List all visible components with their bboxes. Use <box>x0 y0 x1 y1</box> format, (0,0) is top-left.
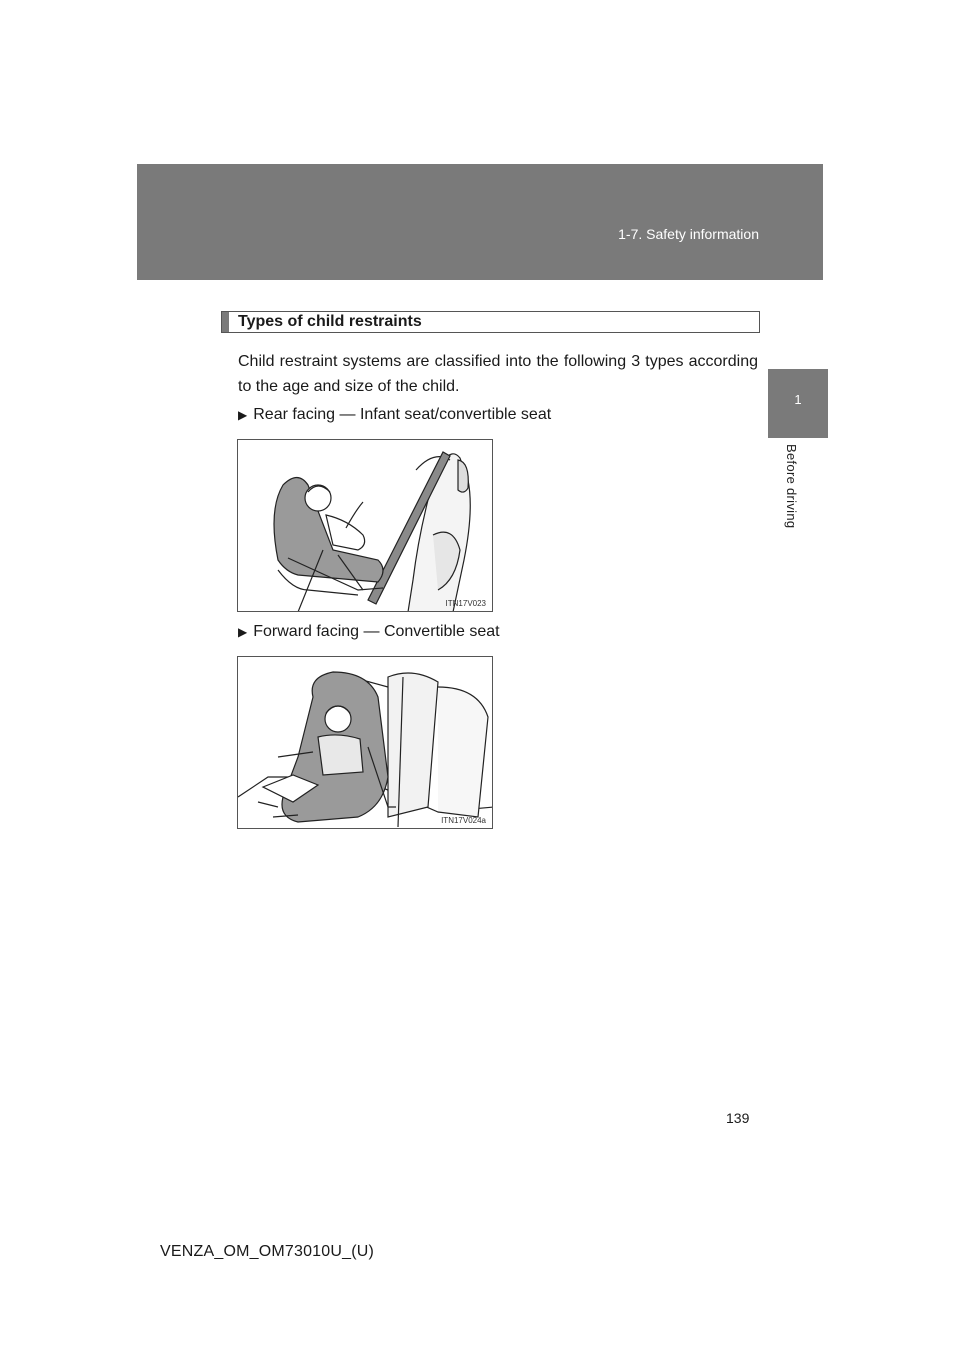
figure-rear-facing-seat <box>237 439 493 612</box>
section-heading-text: Types of child restraints <box>238 313 422 330</box>
document-code: VENZA_OM_OM73010U_(U) <box>160 1243 375 1260</box>
header-section-title: 1-7. Safety information <box>618 226 759 242</box>
rear-facing-illustration <box>238 440 493 612</box>
section-heading <box>221 311 760 333</box>
page-number: 139 <box>726 1110 750 1126</box>
bullet-label: Forward facing — Convertible seat <box>253 623 500 640</box>
chapter-number: 1 <box>794 392 802 407</box>
figure-forward-facing-seat <box>237 656 493 829</box>
intro-paragraph: Child restraint systems are classified into the following 3 types according to the age and size of the child. <box>238 353 758 395</box>
bullet-label: Rear facing — Infant seat/convertible seat <box>253 406 552 423</box>
bullet-item-rear-facing <box>238 406 551 424</box>
right-triangle-icon: ▶ <box>238 408 248 422</box>
chapter-label: Before driving <box>784 444 799 529</box>
chapter-tab <box>768 369 828 438</box>
right-triangle-icon: ▶ <box>238 625 248 639</box>
figure-code: ITN17V023 <box>445 599 486 608</box>
figure-code: ITN17V024a <box>441 816 486 825</box>
forward-facing-illustration <box>238 657 493 829</box>
header-band <box>137 164 823 280</box>
heading-marker <box>222 312 229 332</box>
bullet-item-forward-facing <box>238 623 500 641</box>
